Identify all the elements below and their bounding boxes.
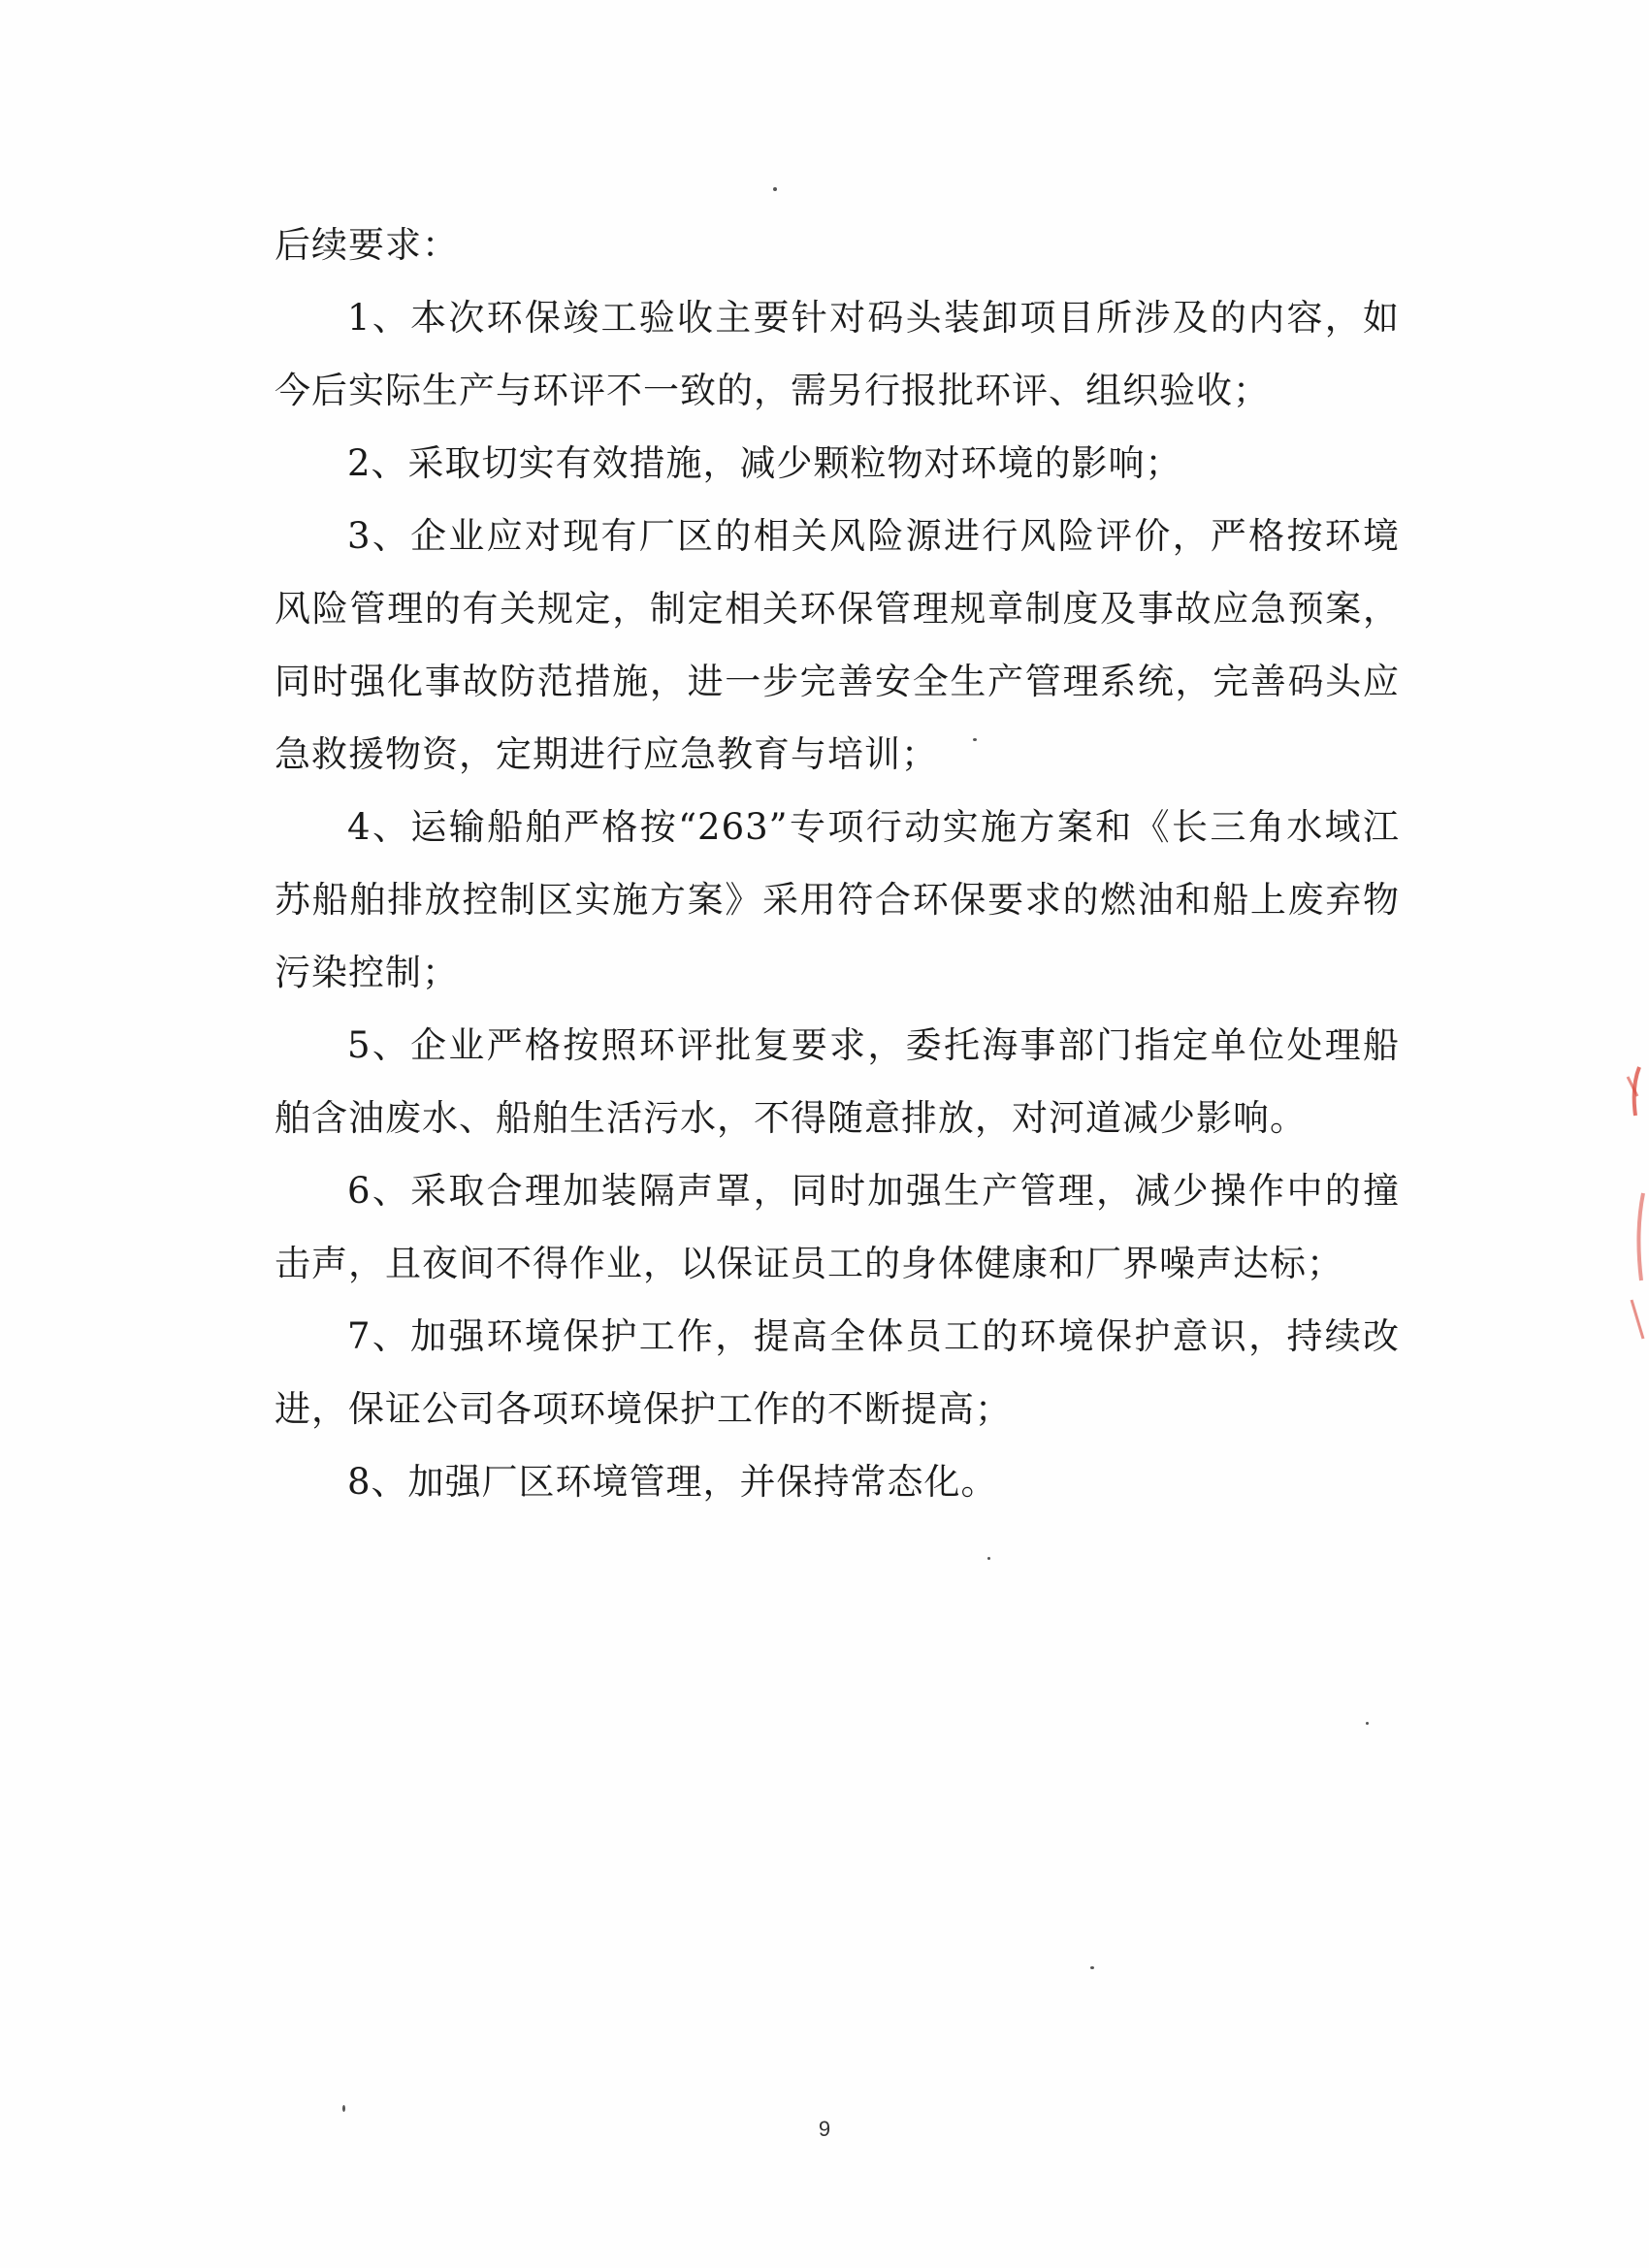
section-heading: 后续要求： (275, 224, 459, 266)
scan-speck (973, 738, 977, 741)
scan-speck (1366, 1722, 1369, 1725)
seal-stamp-edge (1610, 1048, 1649, 1358)
requirement-item-3: 3、企业应对现有厂区的相关风险源进行风险评价，严格按环境风险管理的有关规定，制定相关环保管理规章制度及事故应急预案，同时强化事故防范措施，进一步完善安全生产管理系统，完善码头应急救援物资，定期进行应急教育与培训； (275, 515, 1400, 775)
requirement-item-4: 4、运输船舶严格按“263”专项行动实施方案和《长三角水域江苏船舶排放控制区实施方案》采用符合环保要求的燃油和船上废弃物污染控制； (275, 806, 1400, 993)
requirement-item-1: 1、本次环保竣工验收主要针对码头装卸项目所涉及的内容，如今后实际生产与环评不一致的，需另行报批环评、组织验收； (275, 297, 1400, 411)
document-body (275, 209, 1400, 1518)
scan-speck (773, 187, 777, 191)
requirement-item-5: 5、企业严格按照环评批复要求，委托海事部门指定单位处理船舶含油废水、船舶生活污水，不得随意排放，对河道减少影响。 (275, 1024, 1400, 1139)
page-number: 9 (818, 2117, 831, 2141)
scan-speck (987, 1557, 990, 1560)
requirement-item-2: 2、采取切实有效措施，减少颗粒物对环境的影响； (347, 442, 1182, 484)
scan-speck (1090, 1966, 1094, 1969)
requirement-item-6: 6、采取合理加装隔声罩，同时加强生产管理，减少操作中的撞击声，且夜间不得作业，以保证员工的身体健康和厂界噪声达标； (275, 1170, 1400, 1284)
scan-speck (342, 2105, 345, 2112)
requirement-item-8: 8、加强厂区环境管理，并保持常态化。 (347, 1461, 998, 1503)
requirement-item-7: 7、加强环境保护工作，提高全体员工的环境保护意识，持续改进，保证公司各项环境保护工作的不断提高； (275, 1315, 1400, 1430)
